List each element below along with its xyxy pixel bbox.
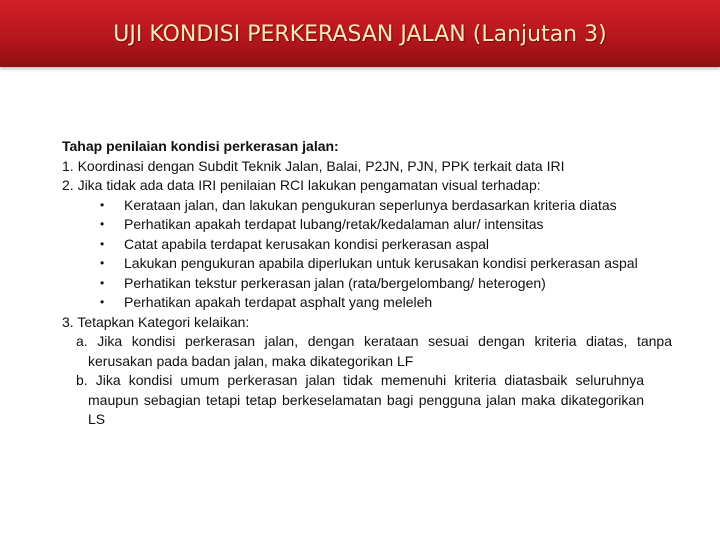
bullet-item [62, 254, 674, 274]
bullet-icon: • [100, 197, 105, 212]
bullet-item [62, 215, 674, 235]
bullet-text: Lakukan pengukuran apabila diperlukan untuk kerusakan kondisi perkerasan aspal [124, 255, 638, 271]
bullet-icon: • [100, 217, 105, 231]
category-lf: a. Jika kondisi perkerasan jalan, dengan kerataan sesuai dengan kriteria diatas, tanpa kerusakan pada badan jalan, maka dikategorikan LF [76, 333, 672, 369]
title-bar [0, 0, 720, 67]
bullet-item [62, 274, 674, 294]
slide-content [62, 137, 674, 430]
step-2: 2. Jika tidak ada data IRI penilaian RCI lakukan pengamatan visual terhadap: [62, 177, 541, 193]
bullet-icon: • [100, 236, 105, 251]
bullet-text: Kerataan jalan, dan lakukan pengukuran seperlunya berdasarkan kriteria diatas [124, 196, 617, 213]
step-3: 3. Tetapkan Kategori kelaikan: [62, 313, 250, 330]
bullet-text: Catat apabila terdapat kerusakan kondisi perkerasan aspal [124, 235, 490, 252]
bullet-item [62, 293, 674, 313]
bullet-icon: • [100, 275, 105, 290]
category-ls: b. Jika kondisi umum perkerasan jalan tidak memenuhi kriteria diatasbaik seluruhnya maupun sebagian tetapi tetap berkeselamatan bagi pengguna jalan maka dikategorikan LS [76, 372, 644, 427]
bullet-text: Perhatikan apakah terdapat asphalt yang meleleh [124, 294, 433, 310]
step-1: 1. Koordinasi dengan Subdit Teknik Jalan, Balai, P2JN, PJN, PPK terkait data IRI [62, 157, 565, 174]
bullet-item [62, 235, 674, 255]
bullet-item [62, 196, 674, 216]
bullet-icon: • [100, 256, 105, 270]
bullet-text: Perhatikan tekstur perkerasan jalan (rata/bergelombang/ heterogen) [124, 274, 546, 291]
slide-title: UJI KONDISI PERKERASAN JALAN (Lanjutan 3) [113, 22, 607, 47]
bullet-icon: • [100, 295, 105, 309]
section-heading: Tahap penilaian kondisi perkerasan jalan: [62, 138, 339, 154]
visual-inspection-list [62, 196, 674, 313]
bullet-text: Perhatikan apakah terdapat lubang/retak/kedalaman alur/ intensitas [124, 216, 544, 232]
